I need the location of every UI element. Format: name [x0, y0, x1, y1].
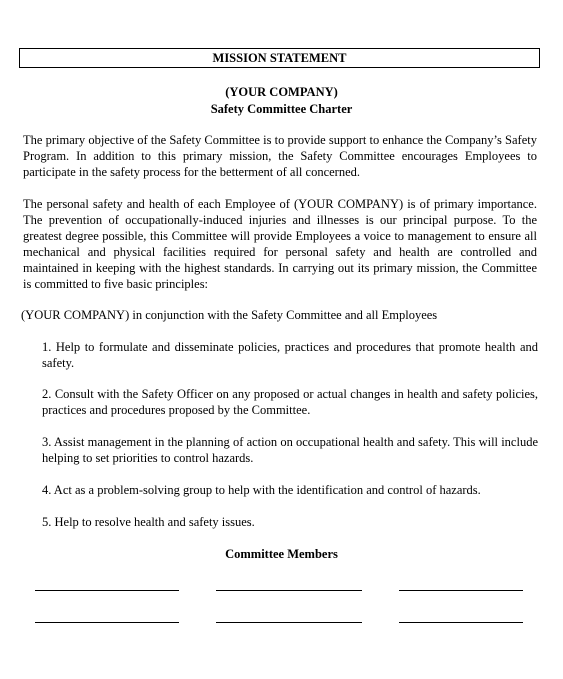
principle-item: 5. Help to resolve health and safety issues.: [42, 515, 255, 529]
paragraph-objective: The primary objective of the Safety Committee is to provide support to enhance the Company’s Safety Program. In addition to this primary mission, the Safety Committee encourages Employees to participate in the safety process for the betterment of all concerned.: [23, 133, 537, 179]
signature-line[interactable]: [35, 590, 179, 591]
principles-intro: (YOUR COMPANY) in conjunction with the Safety Committee and all Employees: [21, 308, 438, 322]
company-name: (YOUR COMPANY): [225, 85, 338, 99]
principle-item: 2. Consult with the Safety Officer on any proposed or actual changes in health and safety policies, practices and procedures proposed by the Committee.: [42, 387, 538, 417]
signature-line[interactable]: [399, 622, 523, 623]
principle-item: 3. Assist management in the planning of action on occupational health and safety. This will include helping to set priorities to control hazards.: [42, 435, 538, 465]
charter-title: Safety Committee Charter: [210, 102, 353, 116]
committee-members-heading: Committee Members: [225, 547, 338, 561]
signature-line[interactable]: [35, 622, 179, 623]
mission-statement-heading: MISSION STATEMENT: [19, 48, 540, 68]
principle-item: 4. Act as a problem-solving group to help with the identification and control of hazards.: [42, 483, 481, 497]
principle-item: 1. Help to formulate and disseminate policies, practices and procedures that promote health and safety.: [42, 340, 538, 370]
signature-line[interactable]: [216, 590, 362, 591]
paragraph-safety-health: The personal safety and health of each Employee of (YOUR COMPANY) is of primary importance. The prevention of occupationally-induced injuries and illnesses is our principal purpose. To the greatest degree possible, this Committee will provide Employees a voice to management to ensure all mechanical and physical facilities required for personal safety and health are controlled and maintained in keeping with the highest standards. In carrying out its primary mission, the Committee is committed to five basic principles:: [23, 197, 537, 291]
signature-line[interactable]: [399, 590, 523, 591]
signature-line[interactable]: [216, 622, 362, 623]
